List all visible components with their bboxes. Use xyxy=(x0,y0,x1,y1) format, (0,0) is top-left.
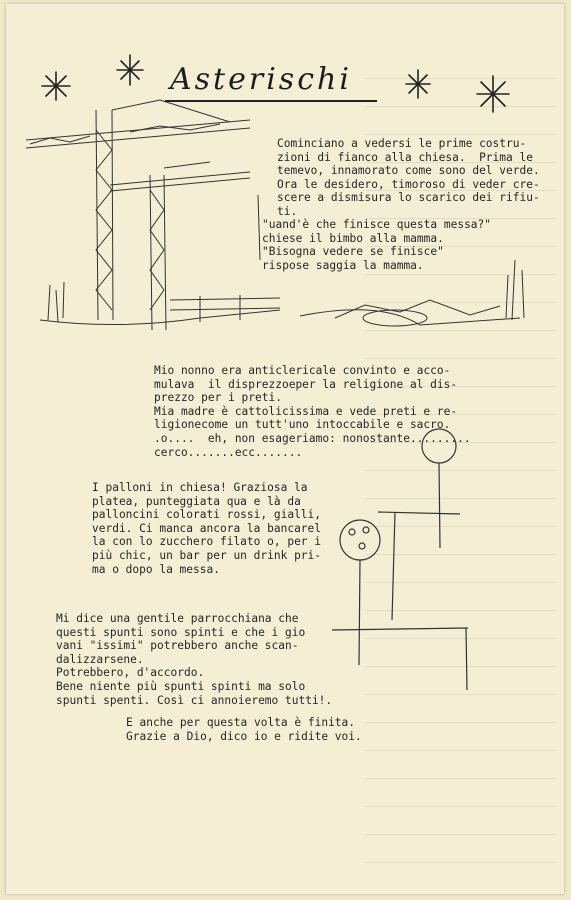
asterisk-icon xyxy=(477,76,509,112)
asterisk-icon xyxy=(117,55,143,85)
paragraph-constructions: Cominciano a vedersi le prime costru- zioni di fianco alla chiesa. Prima le temevo, innamorato come sono del verde. Ora le desidero, timoroso di veder cre- scere a dismisura lo scarico dei rifiu- ti. xyxy=(277,137,540,218)
asterisk-icon xyxy=(406,70,430,98)
page-title: Asterischi xyxy=(170,62,352,97)
closing-lines: E anche per questa volta è finita. Grazie a Dio, dico io e ridite voi. xyxy=(126,716,362,743)
paragraph-grandfather: Mio nonno era anticlericale convinto e acco- mulava il disprezzoeper la religione al dis- prezzo per i preti. Mia madre è cattolicissima e vede preti e re- ligionecome un tutt'uno intoccabile e sacro. .o.... eh, non esageriamo: nonostante......... cerco.......ecc....... xyxy=(154,364,471,459)
balloon-sketch xyxy=(332,429,468,690)
paragraph-balloons: I palloni in chiesa! Graziosa la platea, punteggiata qua e là da palloncini colorati rossi, gialli, verdi. Ci manca ancora la bancarel la con lo zucchero filato o, per i più chic, un bar per un drink pri- ma o dopo la messa. xyxy=(92,481,322,576)
title-underline xyxy=(165,100,377,102)
asterisk-icon xyxy=(42,72,70,100)
paragraph-parishioner: Mi dice una gentile parrocchiana che questi spunti sono spinti e che i gio vani "issimi" potrebbero anche scan- dalizzarsene. Potrebbero, d'accordo. Bene niente più spunti spinti ma solo spunti spenti. Così ci annoieremo tutti!. xyxy=(56,612,333,707)
paragraph-mass-dialogue: "uand'è che finisce questa messa?" chiese il bimbo alla mamma. "Bisogna vedere se finisce" rispose saggia la mamma. xyxy=(262,218,492,272)
